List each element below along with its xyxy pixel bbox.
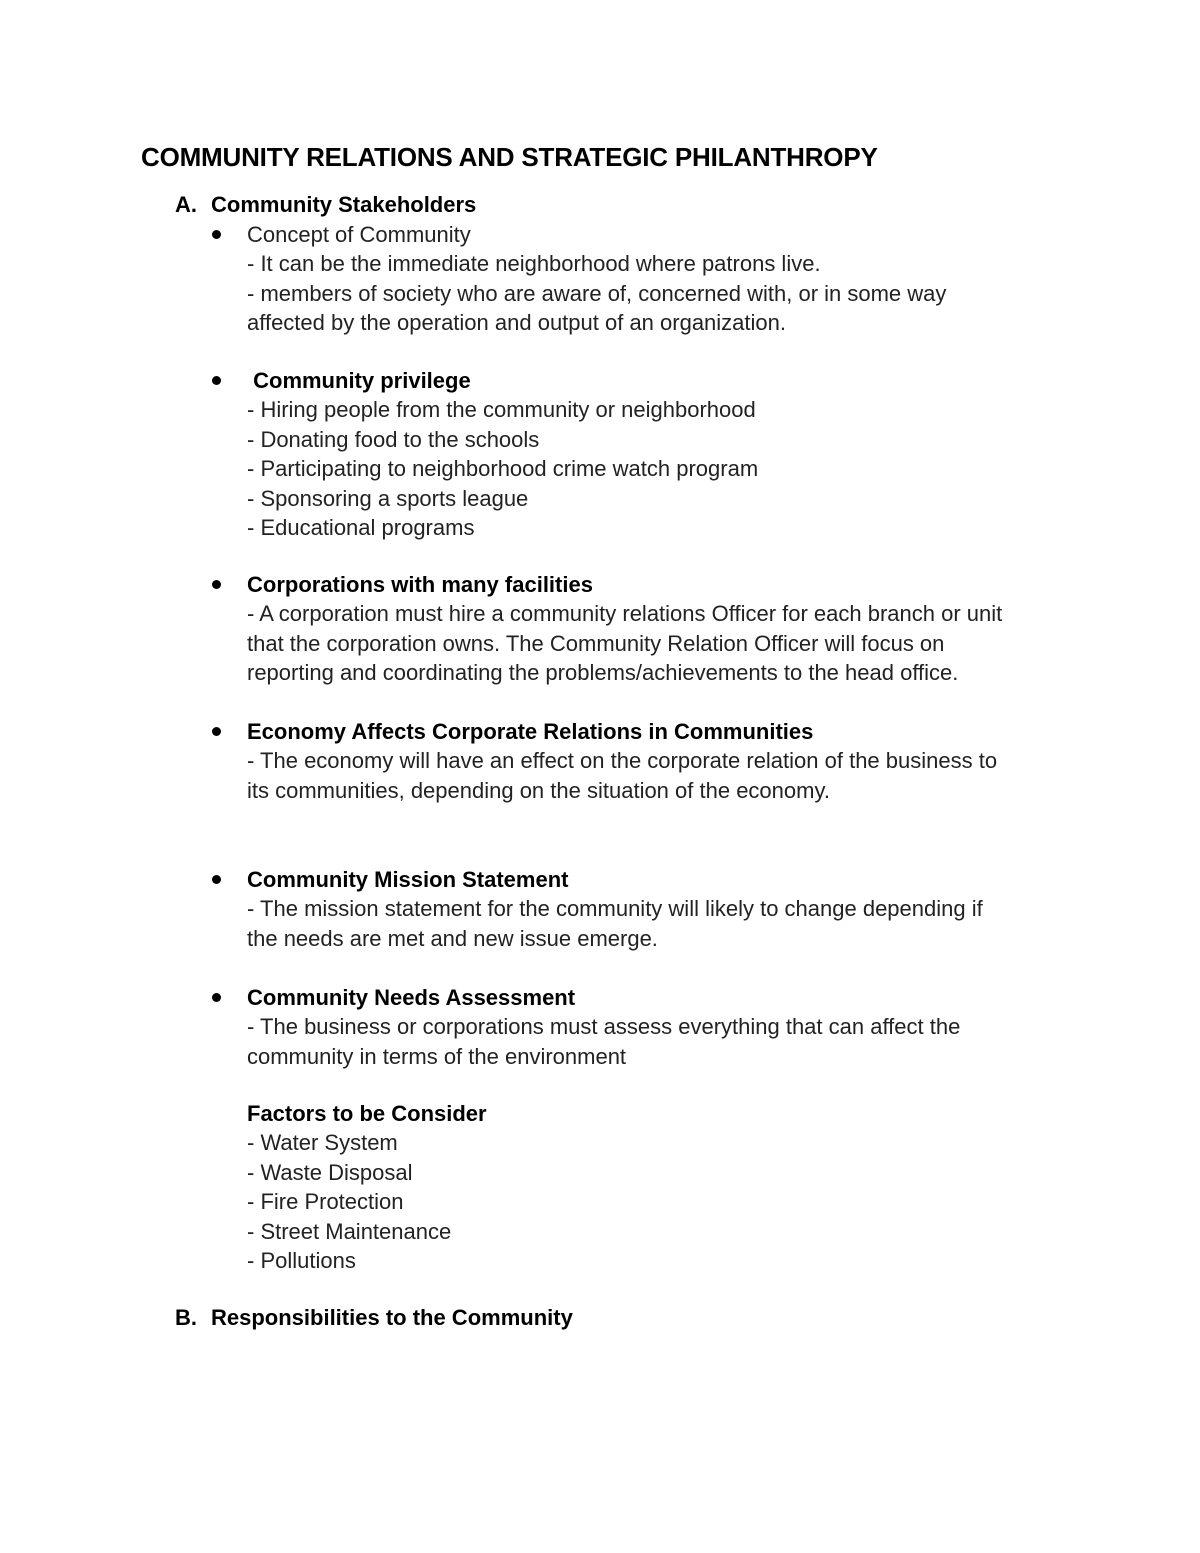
item-line: - Educational programs	[247, 515, 475, 541]
factor-item: - Street Maintenance	[247, 1218, 452, 1244]
factor-item: - Fire Protection	[247, 1189, 404, 1215]
item-line: - A corporation must hire a community relations Officer for each branch or unit	[247, 601, 1003, 627]
bullet-icon	[212, 993, 221, 1002]
factors-heading: Factors to be Consider	[247, 1101, 487, 1126]
item-heading: Concept of Community	[247, 222, 471, 247]
item-line: - The mission statement for the community will likely to change depending if	[247, 896, 983, 922]
item-line: its communities, depending on the situation of the economy.	[247, 777, 830, 803]
item-line: - Participating to neighborhood crime watch program	[247, 456, 759, 482]
factor-item: - Pollutions	[247, 1248, 356, 1274]
section-a-letter: A.	[175, 192, 197, 217]
bullet-icon	[212, 230, 221, 239]
item-line: - members of society who are aware of, concerned with, or in some way	[247, 280, 947, 306]
bullet-icon	[212, 875, 221, 884]
bullet-icon	[212, 727, 221, 736]
item-line: - The economy will have an effect on the corporate relation of the business to	[247, 748, 998, 774]
section-b-letter: B.	[175, 1305, 197, 1330]
item-line: reporting and coordinating the problems/achievements to the head office.	[247, 660, 959, 686]
item-line: - The business or corporations must assess everything that can affect the	[247, 1014, 961, 1040]
item-line: the needs are met and new issue emerge.	[247, 925, 658, 951]
item-heading: Corporations with many facilities	[247, 572, 593, 597]
bullet-icon	[212, 580, 221, 589]
item-heading: Community privilege	[247, 368, 471, 393]
item-line: - Hiring people from the community or neighborhood	[247, 397, 756, 423]
item-line: community in terms of the environment	[247, 1043, 627, 1069]
item-line: that the corporation owns. The Community Relation Officer will focus on	[247, 630, 945, 656]
item-heading: Economy Affects Corporate Relations in Communities	[247, 719, 814, 744]
section-a-title: Community Stakeholders	[211, 192, 477, 217]
item-line: - Donating food to the schools	[247, 426, 540, 452]
item-line: - Sponsoring a sports league	[247, 485, 529, 511]
factor-item: - Water System	[247, 1130, 398, 1156]
item-line: affected by the operation and output of an organization.	[247, 310, 786, 336]
item-line: - It can be the immediate neighborhood where patrons live.	[247, 251, 821, 277]
section-a-heading	[175, 190, 476, 220]
item-heading: Community Mission Statement	[247, 867, 569, 892]
section-b-title: Responsibilities to the Community	[211, 1305, 573, 1330]
factor-item: - Waste Disposal	[247, 1159, 413, 1185]
section-b-heading	[175, 1303, 573, 1333]
bullet-icon	[212, 376, 221, 385]
page-title: COMMUNITY RELATIONS AND STRATEGIC PHILANTHROPY	[141, 142, 878, 172]
item-heading: Community Needs Assessment	[247, 985, 576, 1010]
